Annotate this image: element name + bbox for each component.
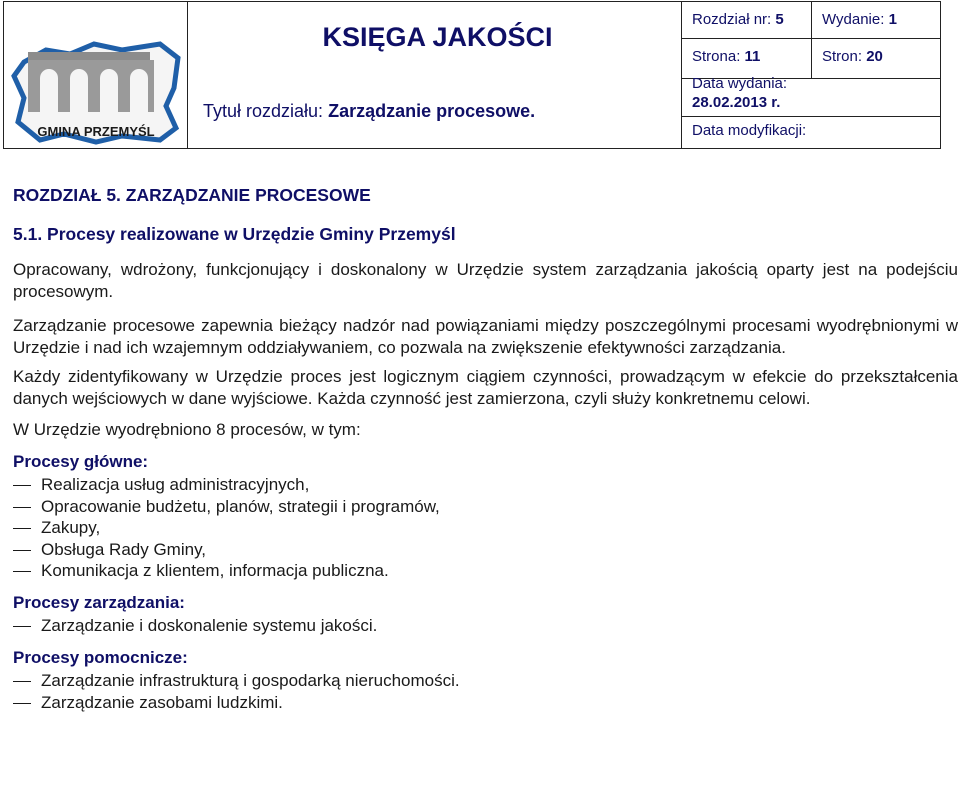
list-item: Obsługa Rady Gminy,	[13, 539, 958, 561]
header-divider	[187, 2, 188, 148]
issue-date-value: 28.02.2013 r.	[692, 94, 781, 111]
page-number-value: 11	[744, 48, 761, 65]
list-item: Zarządzanie infrastrukturą i gospodarką nieruchomości.	[13, 670, 958, 692]
header-divider	[681, 116, 940, 117]
page-number	[692, 48, 760, 65]
processes-intro: W Urzędzie wyodrębniono 8 procesów, w tym:	[13, 420, 361, 439]
section-heading: 5.1. Procesy realizowane w Urzędzie Gminy Przemyśl	[13, 223, 456, 244]
group-title-management: Procesy zarządzania:	[13, 592, 185, 612]
document-header	[3, 1, 941, 149]
edition-value: 1	[888, 11, 897, 28]
header-divider	[811, 2, 812, 78]
list-item: Zarządzanie zasobami ludzkimi.	[13, 692, 958, 714]
edition-label: Wydanie:	[822, 11, 885, 28]
document-body	[13, 185, 958, 713]
chapter-number-label: Rozdział nr:	[692, 11, 772, 28]
paragraph: Opracowany, wdrożony, funkcjonujący i doskonalony w Urzędzie system zarządzania jakością oparty jest na podejściu procesowym.	[13, 260, 958, 301]
list-item: Realizacja usług administracyjnych,	[13, 474, 958, 496]
logo-text: GMINA PRZEMYŚL	[37, 124, 155, 139]
paragraph: Zarządzanie procesowe zapewnia bieżący nadzór nad powiązaniami między poszczególnymi procesami wyodrębnionymi w Urzędzie i nad ich wzajemnym oddziaływaniem, co pozwala na zwiększenie efektywności zarządzania.	[13, 316, 958, 357]
issue-date-label: Data wydania:	[692, 75, 788, 92]
chapter-title-value: Zarządzanie procesowe.	[328, 101, 536, 121]
list-item: Zakupy,	[13, 517, 958, 539]
page-number-label: Strona:	[692, 48, 741, 65]
page-count-value: 20	[866, 48, 883, 65]
list-item: Zarządzanie i doskonalenie systemu jakości.	[13, 615, 958, 637]
issue-date	[692, 74, 787, 112]
chapter-title-label: Tytuł rozdziału:	[203, 101, 324, 121]
chapter-title	[203, 101, 535, 122]
group-title-support: Procesy pomocnicze:	[13, 647, 188, 667]
edition	[822, 11, 897, 28]
list-item: Opracowanie budżetu, planów, strategii i programów,	[13, 496, 958, 518]
chapter-number	[692, 11, 784, 28]
main-processes-list	[13, 474, 958, 582]
gmina-przemysl-logo	[10, 32, 182, 148]
chapter-number-value: 5	[775, 11, 784, 28]
page-count	[822, 48, 883, 65]
management-processes-list	[13, 615, 958, 637]
chapter-heading: ROZDZIAŁ 5. ZARZĄDZANIE PROCESOWE	[13, 185, 371, 205]
page-title: KSIĘGA JAKOŚCI	[322, 22, 553, 52]
list-item: Komunikacja z klientem, informacja publiczna.	[13, 560, 958, 582]
header-divider	[681, 38, 940, 39]
group-title-main: Procesy główne:	[13, 451, 149, 471]
paragraph: Każdy zidentyfikowany w Urzędzie proces jest logicznym ciągiem czynności, prowadzącym w efekcie do przekształcenia danych wejściowych w dane wyjściowe. Każda czynność jest zamierzona, czyli służy konkretnemu celowi.	[13, 367, 958, 408]
support-processes-list	[13, 670, 958, 713]
page-count-label: Stron:	[822, 48, 863, 65]
modification-date-label: Data modyfikacji:	[692, 122, 807, 139]
